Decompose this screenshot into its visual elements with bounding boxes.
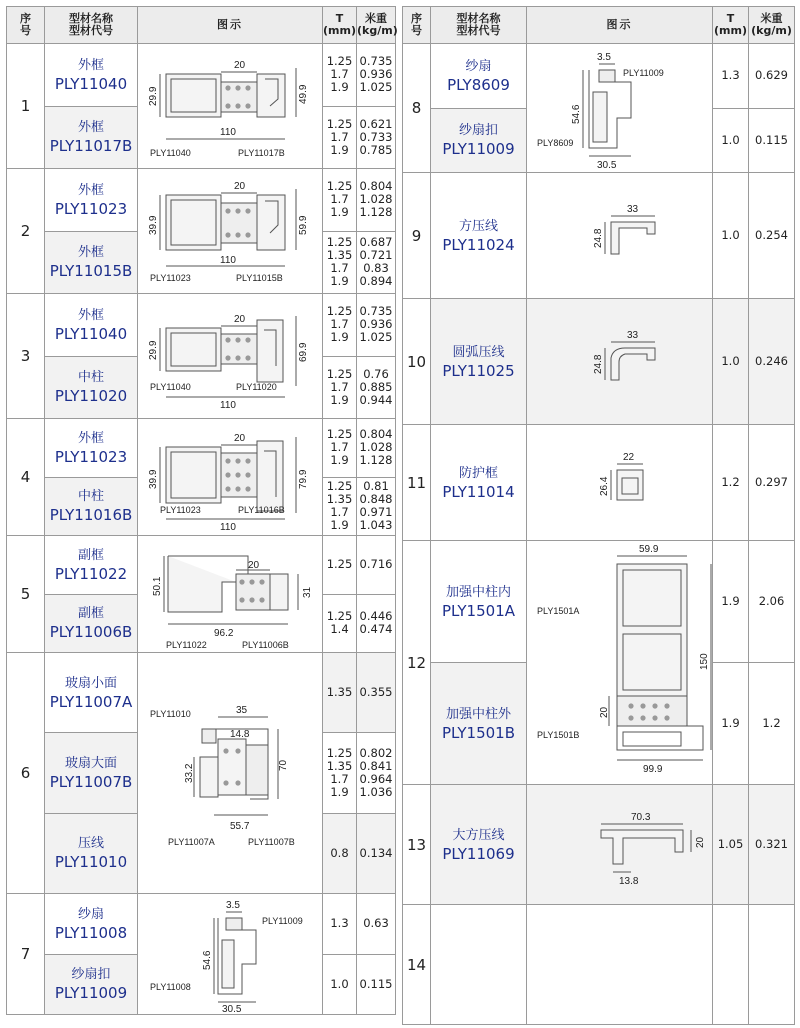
profile-name: 外框 PLY11040 [45, 294, 138, 357]
thickness-values: 0.8 [323, 813, 357, 893]
weight-values: 0.804 1.028 1.128 [357, 169, 396, 232]
dimension-label: 50.1 [152, 576, 163, 596]
header-row [7, 7, 396, 44]
dimension-label: 39.9 [148, 469, 159, 489]
right-catalog-table [402, 6, 795, 1025]
profile-code-label: PLY11022 [166, 640, 207, 650]
profile-code-label: PLY11015B [236, 273, 283, 283]
catalog-row [403, 173, 795, 299]
dimension-label: 22 [623, 451, 635, 463]
dimension-label: 3.5 [597, 52, 611, 63]
profile-code-label: PLY11040 [150, 382, 191, 392]
weight-values: 0.355 [357, 653, 396, 733]
profile-code-label: PLY11017B [238, 148, 285, 158]
item-number: 10 [403, 299, 431, 425]
profile-code-label: PLY11010 [150, 709, 191, 719]
weight-values: 2.06 [749, 541, 795, 663]
dimension-label: 54.6 [571, 104, 582, 124]
dimension-label: 24.8 [593, 354, 604, 374]
profile-name: 外框 PLY11017B [45, 106, 138, 169]
catalog-row [403, 44, 795, 109]
dimension-label: 3.5 [226, 900, 240, 911]
thickness-values: 1.2 [713, 425, 749, 541]
dimension-label: 59.9 [298, 215, 309, 235]
frame-section-drawing [138, 169, 323, 293]
profile-code-label: PLY1501A [537, 605, 580, 616]
weight-values: 0.802 0.841 0.964 1.036 [357, 733, 396, 813]
dimension-label: 33.2 [184, 763, 195, 783]
profile-name: 防护框 PLY11014 [431, 425, 527, 541]
profile-diagram [138, 169, 323, 294]
item-number: 5 [7, 536, 45, 653]
dimension-label: 30.5 [597, 160, 617, 171]
dimension-label: 150 [699, 652, 710, 670]
profile-diagram [527, 425, 713, 541]
profile-code-label: PLY11020 [236, 382, 277, 392]
thickness-values: 1.25 1.35 1.7 1.9 [323, 477, 357, 536]
profile-code-label: PLY1501B [537, 729, 580, 740]
profile-diagram [527, 905, 713, 1025]
profile-code-label: PLY11008 [150, 982, 191, 992]
profile-code-label: PLY11006B [242, 640, 289, 650]
profile-code-label: PLY11016B [238, 505, 285, 515]
round-bead-drawing [527, 300, 713, 424]
weight-values: 0.76 0.885 0.944 [357, 356, 396, 419]
item-number: 14 [403, 905, 431, 1025]
weight-values: 0.735 0.936 1.025 [357, 294, 396, 357]
dimension-label: 99.9 [643, 763, 663, 775]
dimension-label: 35 [236, 705, 248, 716]
profile-name: 纱扇扣 PLY11009 [45, 954, 138, 1015]
profile-code-label: PLY11009 [262, 916, 303, 926]
profile-diagram [527, 44, 713, 173]
dimension-label: 20 [234, 181, 246, 192]
profile-name: 加强中柱外 PLY1501B [431, 663, 527, 785]
profile-name: 外框 PLY11015B [45, 231, 138, 294]
profile-name: 外框 PLY11023 [45, 419, 138, 478]
thickness-values: 1.25 1.35 1.7 1.9 [323, 231, 357, 294]
catalog-row [7, 294, 396, 357]
dimension-label: 110 [220, 522, 236, 533]
weight-values: 0.621 0.733 0.785 [357, 106, 396, 169]
profile-diagram [527, 785, 713, 905]
dimension-label: 20 [695, 836, 706, 848]
profile-diagram [138, 894, 323, 1015]
dimension-label: 13.8 [619, 875, 639, 887]
catalog-row [403, 425, 795, 541]
profile-name: 中柱 PLY11016B [45, 477, 138, 536]
item-number: 11 [403, 425, 431, 541]
profile-code-label: PLY11009 [623, 68, 664, 78]
profile-code-label: PLY11040 [150, 148, 191, 158]
dimension-label: 20 [234, 314, 246, 325]
header-row [403, 7, 795, 44]
catalog-row [403, 785, 795, 905]
thickness-values: 1.9 [713, 541, 749, 663]
profile-name: 外框 PLY11040 [45, 44, 138, 107]
frame-mullion-drawing [138, 419, 323, 535]
dimension-label: 24.8 [593, 228, 604, 248]
item-number: 9 [403, 173, 431, 299]
dimension-label: 96.2 [214, 628, 234, 639]
profile-diagram [138, 44, 323, 169]
dimension-label: 69.9 [298, 342, 309, 362]
thickness-values: 1.0 [713, 108, 749, 173]
dimension-label: 54.6 [202, 950, 213, 970]
item-number: 4 [7, 419, 45, 536]
thickness-values: 1.3 [323, 894, 357, 955]
weight-values: 0.297 [749, 425, 795, 541]
profile-code-label: PLY8609 [537, 138, 574, 148]
weight-values: 0.63 [357, 894, 396, 955]
profile-diagram [527, 173, 713, 299]
thickness-values: 1.25 1.4 [323, 594, 357, 653]
profile-name: 加强中柱内 PLY1501A [431, 541, 527, 663]
weight-values: 0.246 [749, 299, 795, 425]
thickness-values: 1.3 [713, 44, 749, 109]
weight-values: 0.115 [357, 954, 396, 1015]
left-catalog-table [6, 6, 396, 1015]
weight-values: 0.254 [749, 173, 795, 299]
dimension-label: 79.9 [298, 469, 309, 489]
weight-values: 0.629 [749, 44, 795, 109]
thickness-values: 1.25 1.7 1.9 [323, 294, 357, 357]
dimension-label: 14.8 [230, 729, 250, 740]
weight-values: 0.446 0.474 [357, 594, 396, 653]
item-number: 8 [403, 44, 431, 173]
profile-diagram [138, 294, 323, 419]
weight-values: 0.81 0.848 0.971 1.043 [357, 477, 396, 536]
seq-header: 序 号 [403, 7, 431, 44]
catalog-row [7, 169, 396, 232]
square-bead-drawing [527, 174, 713, 298]
weight-values [749, 905, 795, 1025]
dimension-label: 110 [220, 255, 236, 266]
profile-name: 大方压线 PLY11069 [431, 785, 527, 905]
thickness-values: 1.25 1.7 1.9 [323, 356, 357, 419]
thickness-values: 1.35 [323, 653, 357, 733]
profile-code-label: PLY11007B [248, 837, 295, 847]
profile-diagram [527, 299, 713, 425]
thickness-values: 1.25 1.7 1.9 [323, 169, 357, 232]
frame-mullion-drawing [138, 294, 323, 418]
catalog-row [403, 299, 795, 425]
profile-name: 纱扇扣 PLY11009 [431, 108, 527, 173]
dimension-label: 20 [234, 433, 246, 444]
thickness-values: 1.0 [323, 954, 357, 1015]
weight-values: 1.2 [749, 663, 795, 785]
profile-name: 玻扇小面 PLY11007A [45, 653, 138, 733]
weight-values: 0.716 [357, 536, 396, 595]
weight-values: 0.321 [749, 785, 795, 905]
profile-name: 副框 PLY11022 [45, 536, 138, 595]
figure-header: 图示 [527, 7, 713, 44]
right-catalog-panel [402, 6, 794, 1025]
profile-name: 压线 PLY11010 [45, 813, 138, 893]
profile-name: 中柱 PLY11020 [45, 356, 138, 419]
thickness-values: 1.25 1.7 1.9 [323, 419, 357, 478]
profile-name: 圆弧压线 PLY11025 [431, 299, 527, 425]
dimension-label: 70 [278, 759, 289, 771]
thickness-values: 1.25 1.7 1.9 [323, 44, 357, 107]
thickness-values [713, 905, 749, 1025]
catalog-row [7, 653, 396, 733]
thickness-header: T (mm) [323, 7, 357, 44]
dimension-label: 26.4 [599, 476, 610, 496]
profile-diagram [138, 419, 323, 536]
dimension-label: 49.9 [298, 84, 309, 104]
dimension-label: 20 [599, 706, 610, 718]
profile-name: 外框 PLY11023 [45, 169, 138, 232]
catalog-row [7, 44, 396, 107]
screen-sash-drawing [138, 894, 323, 1014]
item-number: 2 [7, 169, 45, 294]
catalog-row [7, 419, 396, 478]
thickness-values: 1.0 [713, 173, 749, 299]
seq-header: 序 号 [7, 7, 45, 44]
glass-sash-drawing [138, 653, 323, 893]
thickness-values: 1.25 1.35 1.7 1.9 [323, 733, 357, 813]
weight-header: 米重 (kg/m) [749, 7, 795, 44]
catalog-row [403, 905, 795, 1025]
dimension-label: 29.9 [148, 86, 159, 106]
profile-code-label: PLY11023 [150, 273, 191, 283]
dimension-label: 39.9 [148, 215, 159, 235]
catalog-row [7, 894, 396, 955]
thickness-header: T (mm) [713, 7, 749, 44]
dimension-label: 31 [302, 586, 313, 598]
weight-header: 米重 (kg/m) [357, 7, 396, 44]
profile-name: 玻扇大面 PLY11007B [45, 733, 138, 813]
thickness-values: 1.9 [713, 663, 749, 785]
dimension-label: 20 [234, 60, 246, 71]
profile-diagram [527, 541, 713, 785]
profile-diagram [138, 653, 323, 894]
frame-section-drawing [138, 44, 323, 168]
profile-name: 纱扇 PLY11008 [45, 894, 138, 955]
profile-code-label: PLY11007A [168, 837, 215, 847]
reinforced-mullion-drawing [527, 542, 713, 784]
dimension-label: 70.3 [631, 811, 651, 823]
thickness-values: 1.0 [713, 299, 749, 425]
thickness-values: 1.25 [323, 536, 357, 595]
catalog-row [403, 541, 795, 663]
profile-name: 副框 PLY11006B [45, 594, 138, 653]
item-number: 7 [7, 894, 45, 1015]
dimension-label: 110 [220, 127, 236, 138]
item-number: 3 [7, 294, 45, 419]
dimension-label: 29.9 [148, 340, 159, 360]
catalog-row [7, 536, 396, 595]
profile-code-label: PLY11023 [160, 505, 201, 515]
screen-sash-drawing [527, 44, 713, 172]
item-number: 13 [403, 785, 431, 905]
thickness-values: 1.25 1.7 1.9 [323, 106, 357, 169]
dimension-label: 110 [220, 400, 236, 411]
dimension-label: 30.5 [222, 1004, 242, 1014]
weight-values: 0.687 0.721 0.83 0.894 [357, 231, 396, 294]
name-header: 型材名称 型材代号 [45, 7, 138, 44]
weight-values: 0.115 [749, 108, 795, 173]
subframe-drawing [138, 536, 323, 652]
dimension-label: 59.9 [639, 543, 659, 555]
figure-header: 图示 [138, 7, 323, 44]
large-bead-drawing [527, 786, 713, 904]
dimension-label: 33 [627, 329, 639, 341]
dimension-label: 33 [627, 203, 639, 215]
weight-values: 0.804 1.028 1.128 [357, 419, 396, 478]
thickness-values: 1.05 [713, 785, 749, 905]
dimension-label: 20 [248, 560, 260, 571]
profile-diagram [138, 536, 323, 653]
left-catalog-panel [6, 6, 398, 1015]
item-number: 1 [7, 44, 45, 169]
profile-name: 方压线 PLY11024 [431, 173, 527, 299]
name-header: 型材名称 型材代号 [431, 7, 527, 44]
profile-name [431, 905, 527, 1025]
weight-values: 0.735 0.936 1.025 [357, 44, 396, 107]
guard-frame-drawing [527, 426, 713, 540]
profile-name: 纱扇 PLY8609 [431, 44, 527, 109]
item-number: 12 [403, 541, 431, 785]
weight-values: 0.134 [357, 813, 396, 893]
dimension-label: 55.7 [230, 821, 250, 832]
item-number: 6 [7, 653, 45, 894]
